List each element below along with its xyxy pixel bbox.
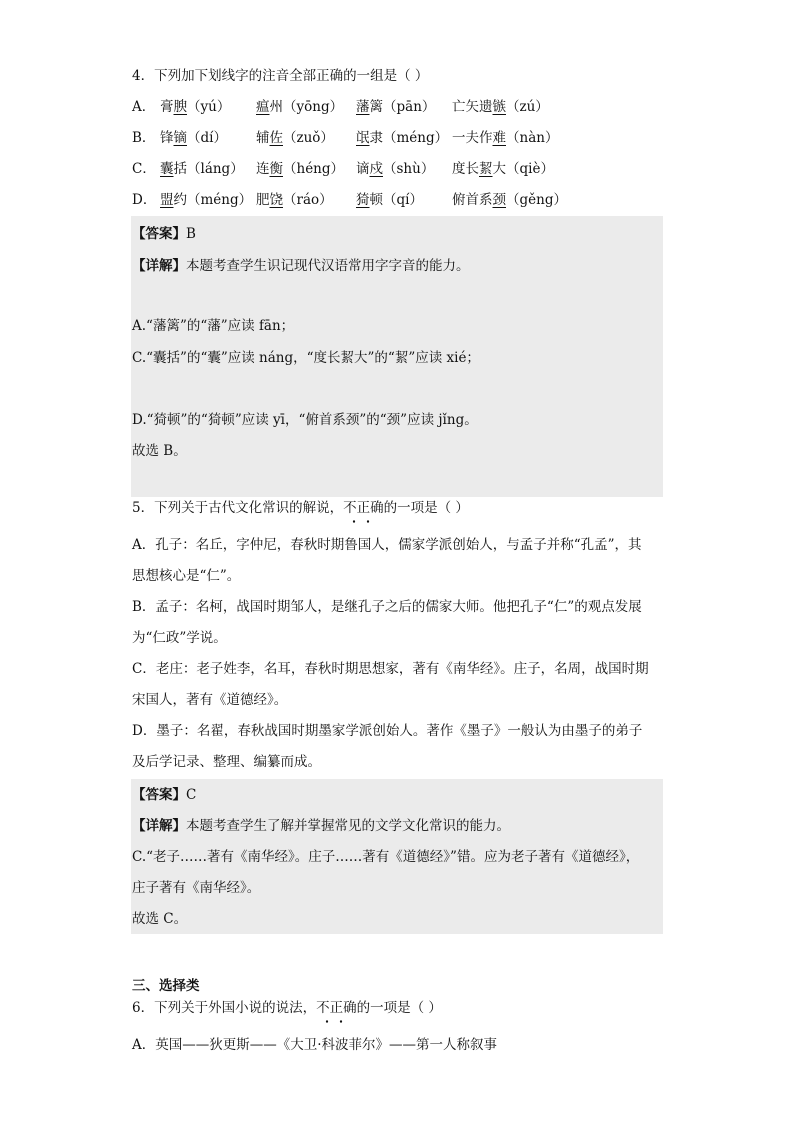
- q5-answer: [132, 785, 196, 805]
- item-text: 亡矢遗: [452, 99, 493, 115]
- q5-option-d-line1: D．墨子：名翟，春秋战国时期墨家学派创始人。著作《墨子》一般认为由墨子的弟子: [132, 723, 643, 739]
- q4-option-item: [452, 128, 558, 148]
- q4-option-item: [256, 97, 343, 117]
- q4-stem: 4．下列加下划线字的注音全部正确的一组是（ ）: [132, 68, 429, 84]
- q4-option-item: [356, 159, 434, 179]
- item-pinyin: 约（méng）: [173, 192, 253, 208]
- underlined-char: 饶: [269, 192, 283, 208]
- q5-detail-line: C.“老子……著有《南华经》。庄子……著有《道德经》”错。应为老子著有《道德经》，: [132, 849, 640, 865]
- q6-option-a: A．英国——狄更斯——《大卫·科波菲尔》——第一人称叙事: [132, 1037, 498, 1053]
- item-pinyin: （zú）: [506, 99, 549, 115]
- item-pinyin: 顿（qí）: [369, 192, 423, 208]
- q4-option-item: [452, 190, 567, 210]
- item-text: 度长: [452, 161, 479, 177]
- detail-intro: 本题考查学生识记现代汉语常用字字音的能力。: [186, 258, 470, 274]
- q4-option-item: [160, 159, 244, 179]
- item-pinyin: （nàn）: [506, 130, 559, 146]
- underlined-char: 腴: [173, 99, 187, 115]
- q5-option-a-line2: 思想核心是“仁”。: [132, 568, 241, 584]
- item-text: 俯首系: [452, 192, 493, 208]
- answer-value: B: [186, 226, 196, 242]
- q6-stem-post: 的一项是（ ）: [356, 1000, 442, 1016]
- q5-option-b-line1: B．孟子：名柯，战国时期邹人，是继孔子之后的儒家大师。他把孔子“仁”的观点发展: [132, 599, 642, 615]
- q4-detail-line: D.“猗顿”的“猗顿”应读 yī，“俯首系颈”的“颈”应读 jǐng。: [132, 412, 478, 428]
- underlined-char: 佐: [269, 130, 283, 146]
- item-pinyin: 隶（méng）: [369, 130, 449, 146]
- q5-stem-post: 的一项是（ ）: [383, 500, 469, 516]
- q5-stem: [132, 498, 469, 518]
- detail-intro: 本题考查学生了解并掌握常见的文学文化常识的能力。: [186, 818, 510, 834]
- item-pinyin: 篱（pān）: [369, 99, 436, 115]
- q4-answer: [132, 224, 196, 244]
- q4-option-item: [452, 97, 549, 117]
- item-pinyin: （gěng）: [506, 192, 567, 208]
- q6-stem: [132, 998, 442, 1018]
- q5-detail-line: 故选 C。: [132, 911, 188, 927]
- q6-stem-pre: 6．下列关于外国小说的说法，: [132, 1000, 317, 1016]
- q5-detail-line: 庄子著有《南华经》。: [132, 880, 261, 896]
- q4-option-letter: A．: [132, 99, 156, 115]
- item-pinyin: 括（láng）: [173, 161, 244, 177]
- item-pinyin: 大（qiè）: [492, 161, 554, 177]
- item-pinyin: （dí）: [187, 130, 227, 146]
- q4-detail-line: C.“囊括”的“囊”应读 náng，“度长絜大”的“絜”应读 xié；: [132, 350, 480, 366]
- q4-option-item: [160, 190, 252, 210]
- item-text: 一夫作: [452, 130, 493, 146]
- item-text: 锋: [160, 130, 174, 146]
- underlined-char: 颈: [492, 192, 506, 208]
- item-text: 膏: [160, 99, 174, 115]
- q4-option-item: [256, 159, 344, 179]
- detail-label: 【详解】: [132, 818, 186, 834]
- underlined-char: 盟: [160, 192, 174, 208]
- q5-option-d-line2: 及后学记录、整理、编纂而成。: [132, 754, 321, 770]
- q4-detail-line: A.“藩篱”的“藩”应读 fān；: [132, 318, 295, 334]
- q4-option-item: [356, 190, 423, 210]
- underlined-char: 镝: [173, 130, 187, 146]
- q5-stem-emphasis: 不正确: [343, 500, 384, 516]
- item-pinyin: （ráo）: [283, 192, 333, 208]
- answer-value: C: [186, 787, 197, 803]
- q4-option-item: [160, 128, 227, 148]
- underlined-char: 絜: [479, 161, 493, 177]
- q4-option-item: [356, 97, 435, 117]
- underlined-char: 镞: [492, 99, 506, 115]
- item-pinyin: （shù）: [383, 161, 435, 177]
- item-text: 谪: [356, 161, 370, 177]
- item-text: 辅: [256, 130, 270, 146]
- answer-label: 【答案】: [132, 787, 186, 803]
- q5-option-c-line1: C．老庄：老子姓李，名耳，春秋时期思想家，著有《南华经》。庄子，名周，战国时期: [132, 661, 649, 677]
- underlined-char: 囊: [160, 161, 174, 177]
- q4-option-letter: C．: [132, 161, 156, 177]
- answer-label: 【答案】: [132, 226, 186, 242]
- q4-option-letter: D．: [132, 192, 157, 208]
- underlined-char: 难: [492, 130, 506, 146]
- item-pinyin: （zuǒ）: [283, 130, 334, 146]
- q4-option-item: [356, 128, 448, 148]
- underlined-char: 藩: [356, 99, 370, 115]
- q4-option-item: [452, 159, 554, 179]
- q6-stem-emphasis: 不正确: [316, 1000, 357, 1016]
- item-text: 连: [256, 161, 270, 177]
- underlined-char: 氓: [356, 130, 370, 146]
- underlined-char: 衡: [269, 161, 283, 177]
- q5-option-a-line1: A．孔子：名丘，字仲尼，春秋时期鲁国人，儒家学派创始人，与孟子并称“孔孟”，其: [132, 537, 642, 553]
- q4-option-item: [256, 190, 333, 210]
- item-pinyin: （héng）: [283, 161, 345, 177]
- q5-option-b-line2: 为“仁政”学说。: [132, 630, 227, 646]
- q4-option-letter: B．: [132, 130, 156, 146]
- item-pinyin: 州（yōng）: [269, 99, 344, 115]
- q4-detail: [132, 256, 470, 276]
- section-title: 三、选择类: [132, 978, 200, 994]
- item-pinyin: （yú）: [187, 99, 231, 115]
- q4-option-item: [160, 97, 230, 117]
- q4-detail-line: 故选 B。: [132, 443, 187, 459]
- detail-label: 【详解】: [132, 258, 186, 274]
- underlined-char: 戍: [369, 161, 383, 177]
- underlined-char: 猗: [356, 192, 370, 208]
- q5-stem-pre: 5．下列关于古代文化常识的解说，: [132, 500, 344, 516]
- q5-detail: [132, 816, 510, 836]
- q5-option-c-line2: 宋国人，著有《道德经》。: [132, 692, 288, 708]
- item-text: 肥: [256, 192, 270, 208]
- q4-option-item: [256, 128, 334, 148]
- underlined-char: 瘟: [256, 99, 270, 115]
